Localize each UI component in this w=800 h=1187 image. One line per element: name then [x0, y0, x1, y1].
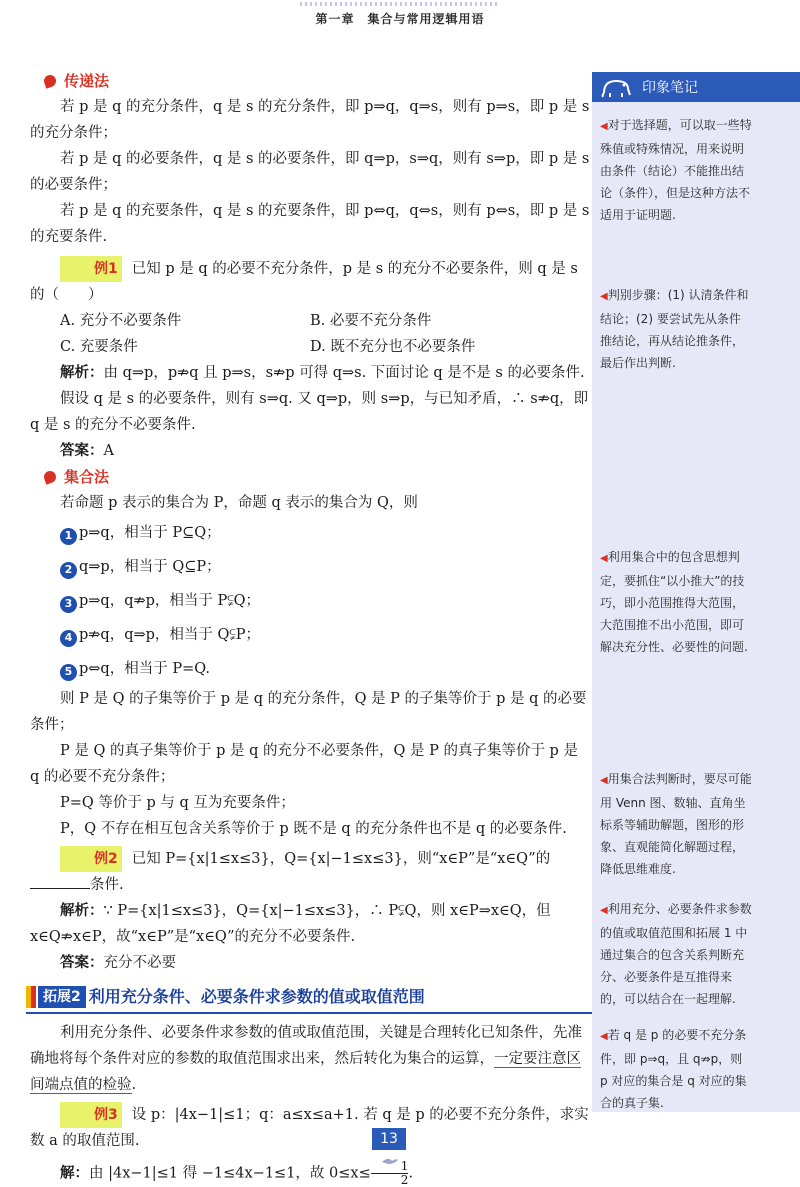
- option: D. 既不充分也不必要条件: [310, 339, 476, 355]
- example-label: 例1: [60, 256, 122, 282]
- list-item-text: q⇒p，相当于 Q⊆P；: [79, 559, 221, 575]
- paragraph: 则 P 是 Q 的子集等价于 p 是 q 的充分条件，Q 是 P 的子集等价于 p 是 q 的必要条件；: [30, 691, 587, 733]
- answer-label: 答案：: [60, 955, 104, 971]
- section-title: 传递法: [64, 72, 110, 90]
- paragraph: 若 p 是 q 的充要条件，q 是 s 的充要条件，即 p⇔q，q⇔s，则有 p⇔s，即 p 是 s 的充要条件.: [30, 203, 590, 245]
- header-decoration: [300, 2, 500, 6]
- triangle-icon: ◀: [600, 1031, 608, 1042]
- text: 利用充分条件、必要条件求参数的值或取值范围，关键是合理转化已知条件，先准确地将每个条件对应的参数的取值范围求出来，然后转化为集合的运算，: [30, 1025, 582, 1067]
- triangle-icon: ◀: [600, 291, 608, 302]
- extension-label: 拓展2: [38, 986, 86, 1008]
- paragraph: P 是 Q 的真子集等价于 p 是 q 的充分不必要条件，Q 是 P 的真子集等价于 p 是 q 的必要不充分条件；: [30, 743, 578, 785]
- question-tail: 条件.: [90, 877, 124, 893]
- sidebar-title: 印象笔记: [642, 80, 698, 96]
- question-text: 已知 p 是 q 的必要不充分条件，p 是 s 的充分不必要条件，则 q 是 s 的（ ）: [30, 261, 578, 303]
- number-1-icon: 1: [60, 528, 77, 545]
- answer-text: A: [103, 443, 114, 459]
- example-1-analysis: [30, 360, 590, 386]
- bird-icon: [380, 1156, 400, 1166]
- elephant-icon: [600, 75, 634, 99]
- example-3-question: [30, 1102, 590, 1154]
- note-1: [600, 114, 752, 226]
- note-text: 若 q 是 p 的必要不充分条件，即 p⇒q，且 q⇏p，则 p 对应的集合是 q 对应的集合的真子集.: [600, 1028, 747, 1110]
- analysis-text: 由 q⇒p，p⇏q 且 p⇒s，s⇏p 可得 q⇒s. 下面讨论 q 是不是 s 的必要条件.: [103, 365, 585, 381]
- analysis-continued: 假设 q 是 s 的必要条件，则有 s⇒q. 又 q⇒p，则 s⇒p，与已知矛盾，∴ s⇏q，即 q 是 s 的充分不必要条件.: [30, 391, 589, 433]
- list-item: [60, 584, 590, 618]
- list-item: [60, 516, 590, 550]
- example-label: 例2: [60, 846, 122, 872]
- page-header: [0, 8, 800, 27]
- example-2-analysis: [30, 898, 590, 950]
- number-3-icon: 3: [60, 596, 77, 613]
- example-1-answer: [30, 438, 590, 464]
- note-text: 利用集合中的包含思想判定，要抓住“以小推大”的技巧，即小范围推得大范围，大范围推不出小范围，即可解决充分性、必要性的问题.: [600, 550, 748, 654]
- solution-label: 解：: [60, 1165, 89, 1182]
- note-text: 用集合法判断时，要尽可能用 Venn 图、数轴、直角坐标系等辅助解题，图形的形象、直观能简化解题过程，降低思维难度.: [600, 772, 752, 876]
- triangle-icon: ◀: [600, 775, 608, 786]
- solution-end: .: [408, 1165, 413, 1182]
- example-label: 例3: [60, 1102, 122, 1128]
- note-5: [600, 898, 752, 1010]
- number-5-icon: 5: [60, 664, 77, 681]
- fraction-numerator: 1: [371, 1160, 409, 1174]
- option: B. 必要不充分条件: [310, 313, 432, 329]
- example-2-question: [30, 846, 590, 898]
- paragraph: P，Q 不存在相互包含关系等价于 p 既不是 q 的充分条件也不是 q 的必要条件.: [60, 821, 567, 837]
- list-item: [60, 618, 590, 652]
- list-item: [60, 550, 590, 584]
- question-text: 已知 P={x|1≤x≤3}，Q={x|−1≤x≤3}，则“x∈P”是“x∈Q”的: [131, 851, 551, 867]
- sidebar-notes: [592, 72, 800, 1112]
- chapter-title: 第一章 集合与常用逻辑用语: [315, 12, 485, 26]
- paragraph: P=Q 等价于 p 与 q 互为充要条件；: [60, 795, 295, 811]
- section-title: 集合法: [64, 468, 110, 486]
- triangle-icon: ◀: [600, 905, 608, 916]
- note-text: 判别步骤：(1) 认清条件和结论；(2) 要尝试先从条件推结论，再从结论推条件，最后作出判断.: [600, 288, 749, 370]
- list-item-text: p⇔q，相当于 P=Q.: [79, 661, 211, 677]
- answer-blank: [30, 872, 90, 889]
- numbered-list: [30, 516, 590, 686]
- fraction-denominator: 2: [400, 1173, 409, 1187]
- triangle-icon: ◀: [600, 121, 608, 132]
- example-2-answer: [30, 950, 590, 976]
- example-1-options: [30, 308, 590, 360]
- note-3: [600, 546, 752, 658]
- triangle-icon: ◀: [600, 553, 608, 564]
- paragraph: 若命题 p 表示的集合为 P，命题 q 表示的集合为 Q，则: [60, 495, 418, 511]
- question-text: 设 p：|4x−1|≤1；q：a≤x≤a+1. 若 q 是 p 的必要不充分条件，求实数 a 的取值范围.: [30, 1107, 589, 1149]
- number-2-icon: 2: [60, 562, 77, 579]
- analysis-label: 解析：: [60, 365, 104, 381]
- extension-paragraph: [30, 1020, 590, 1098]
- note-6: [600, 1024, 752, 1114]
- list-item-text: p⇏q，q⇒p，相当于 Q⫋P；: [79, 627, 261, 643]
- number-4-icon: 4: [60, 630, 77, 647]
- note-text: 对于选择题，可以取一些特殊值或特殊情况，用来说明由条件（结论）不能推出结论（条件），但是这种方法不适用于证明题.: [600, 118, 752, 222]
- extension-title: 利用充分条件、必要条件求参数的值或取值范围: [88, 987, 425, 1006]
- main-content: [30, 68, 590, 1187]
- note-text: 利用充分、必要条件求参数的值或取值范围和拓展 1 中通过集合的包含关系判断充分、必要条件是互推得来的，可以结合在一起理解.: [600, 902, 752, 1006]
- underlined-text: 一定要注意区间端点值的检验: [30, 1051, 581, 1093]
- section-heading-transitive: [44, 68, 590, 94]
- sidebar-header: [592, 72, 800, 102]
- note-2: [600, 284, 752, 374]
- example-3-solution: [30, 1160, 590, 1187]
- paragraph: 若 p 是 q 的必要条件，q 是 s 的必要条件，即 q⇒p，s⇒q，则有 s⇒p，即 p 是 s 的必要条件；: [30, 151, 590, 193]
- example-1-question: [30, 256, 590, 308]
- extension-heading: [26, 984, 596, 1014]
- solution-text: 由 |4x−1|≤1 得 −1≤4x−1≤1，故 0≤x≤: [89, 1165, 371, 1182]
- page-number: 13: [372, 1128, 406, 1150]
- section-heading-set: [44, 464, 590, 490]
- analysis-label: 解析：: [60, 903, 104, 919]
- option: A. 充分不必要条件: [60, 313, 182, 329]
- analysis-text: ∵ P={x|1≤x≤3}，Q={x|−1≤x≤3}，∴ P⫋Q，则 x∈P⇒x∈Q，但 x∈Q⇏x∈P，故“x∈P”是“x∈Q”的充分不必要条件.: [30, 903, 551, 945]
- paragraph: 若 p 是 q 的充分条件，q 是 s 的充分条件，即 p⇒q，q⇒s，则有 p⇒s，即 p 是 s 的充分条件；: [30, 99, 590, 141]
- book-icon: [26, 986, 36, 1008]
- note-4: [600, 768, 752, 880]
- leaf-bullet-icon: [42, 73, 57, 88]
- leaf-bullet-icon: [42, 469, 57, 484]
- option: C. 充要条件: [60, 339, 138, 355]
- text: .: [131, 1077, 137, 1093]
- list-item-text: p⇒q，相当于 P⊆Q；: [79, 525, 221, 541]
- list-item: [60, 652, 590, 686]
- list-item-text: p⇒q，q⇏p，相当于 P⫋Q；: [79, 593, 261, 609]
- answer-text: 充分不必要: [103, 955, 176, 971]
- answer-label: 答案：: [60, 443, 104, 459]
